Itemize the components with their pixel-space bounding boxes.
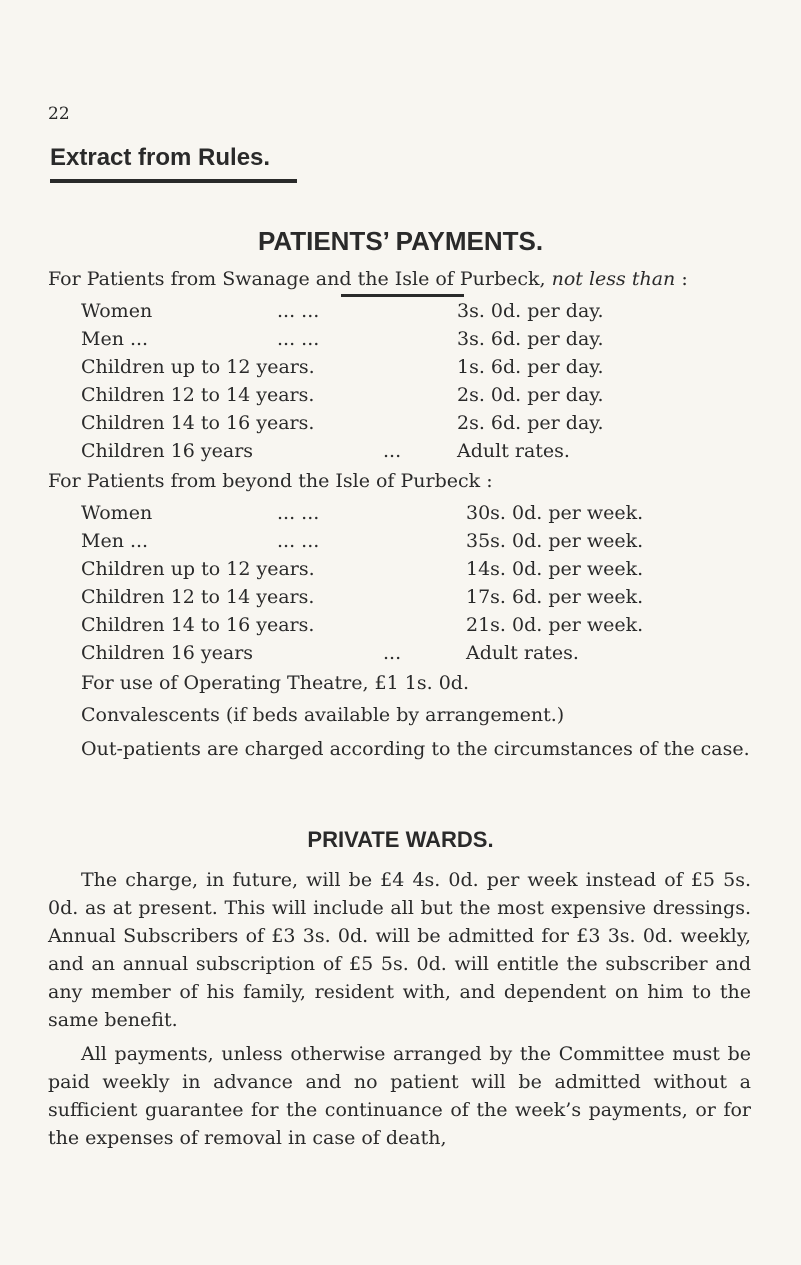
rate-label: Women <box>81 300 153 322</box>
rate-value: 30s. 0d. per week. <box>466 502 644 524</box>
rate-value: 35s. 0d. per week. <box>466 530 644 552</box>
rate-dots: ... ... <box>277 530 320 552</box>
rate-value: 2s. 0d. per day. <box>457 384 604 406</box>
operating-theatre-fee: For use of Operating Theatre, £1 1s. 0d. <box>81 672 469 694</box>
rate-label: Children 16 years <box>81 642 254 664</box>
rate-label: Children 16 years <box>81 440 254 462</box>
rate-label: Children 14 to 16 years. <box>81 614 315 636</box>
rate-value: 21s. 0d. per week. <box>466 614 644 636</box>
rate-dots: ... <box>383 642 402 664</box>
rate-label: Men ... <box>81 530 149 552</box>
rate-value: 3s. 6d. per day. <box>457 328 604 350</box>
swanage-intro-end: : <box>681 268 688 290</box>
convalescents-note: Convalescents (if beds available by arrangement.) <box>81 704 565 726</box>
rate-label: Children 12 to 14 years. <box>81 586 315 608</box>
rate-value: 3s. 0d. per day. <box>457 300 604 322</box>
rate-dots: ... <box>383 440 402 462</box>
rate-label: Children up to 12 years. <box>81 356 315 378</box>
beyond-intro: For Patients from beyond the Isle of Purbeck : <box>48 470 493 492</box>
swanage-intro-italic: not less than <box>551 268 676 290</box>
payments-paragraph: All payments, unless otherwise arranged by the Committee must be paid weekly in advance and no patient will be admitted without a sufficient guarantee for the continuance of the week’s payments, or for the expenses of removal in case of death, <box>48 1043 751 1149</box>
rate-label: Children 14 to 16 years. <box>81 412 315 434</box>
rate-dots: ... ... <box>277 328 320 350</box>
outpatients-note: Out-patients are charged according to the circumstances of the case. <box>81 738 750 760</box>
swanage-intro <box>48 268 688 290</box>
rate-dots: ... ... <box>277 502 320 524</box>
rate-value: 14s. 0d. per week. <box>466 558 644 580</box>
extract-underline <box>50 179 297 183</box>
page-title: PATIENTS’ PAYMENTS. <box>257 226 544 256</box>
rate-value: Adult rates. <box>466 642 579 664</box>
extract-title: Extract from Rules. <box>50 144 271 171</box>
rate-value: 1s. 6d. per day. <box>457 356 604 378</box>
private-wards-title: PRIVATE WARDS. <box>307 827 494 852</box>
separator-rule <box>341 294 464 297</box>
rate-value: 2s. 6d. per day. <box>457 412 604 434</box>
rate-label: Children up to 12 years. <box>81 558 315 580</box>
rate-value: Adult rates. <box>457 440 570 462</box>
rate-value: 17s. 6d. per week. <box>466 586 644 608</box>
page-number: 22 <box>48 104 70 124</box>
rate-label: Children 12 to 14 years. <box>81 384 315 406</box>
rate-label: Men ... <box>81 328 149 350</box>
rate-label: Women <box>81 502 153 524</box>
rate-dots: ... ... <box>277 300 320 322</box>
swanage-intro-text: For Patients from Swanage and the Isle of Purbeck, <box>48 268 546 290</box>
private-wards-paragraph: The charge, in future, will be £4 4s. 0d. per week instead of £5 5s. 0d. as at present. This will include all but the most expensive dressings. Annual Subscribers of £3 3s. 0d. will be admitted for £3 3s. 0d. weekly, and an annual subscription of £5 5s. 0d. will entitle the subscriber and any member of his family, resident with, and dependent on him to the same benefit. <box>48 869 751 1031</box>
